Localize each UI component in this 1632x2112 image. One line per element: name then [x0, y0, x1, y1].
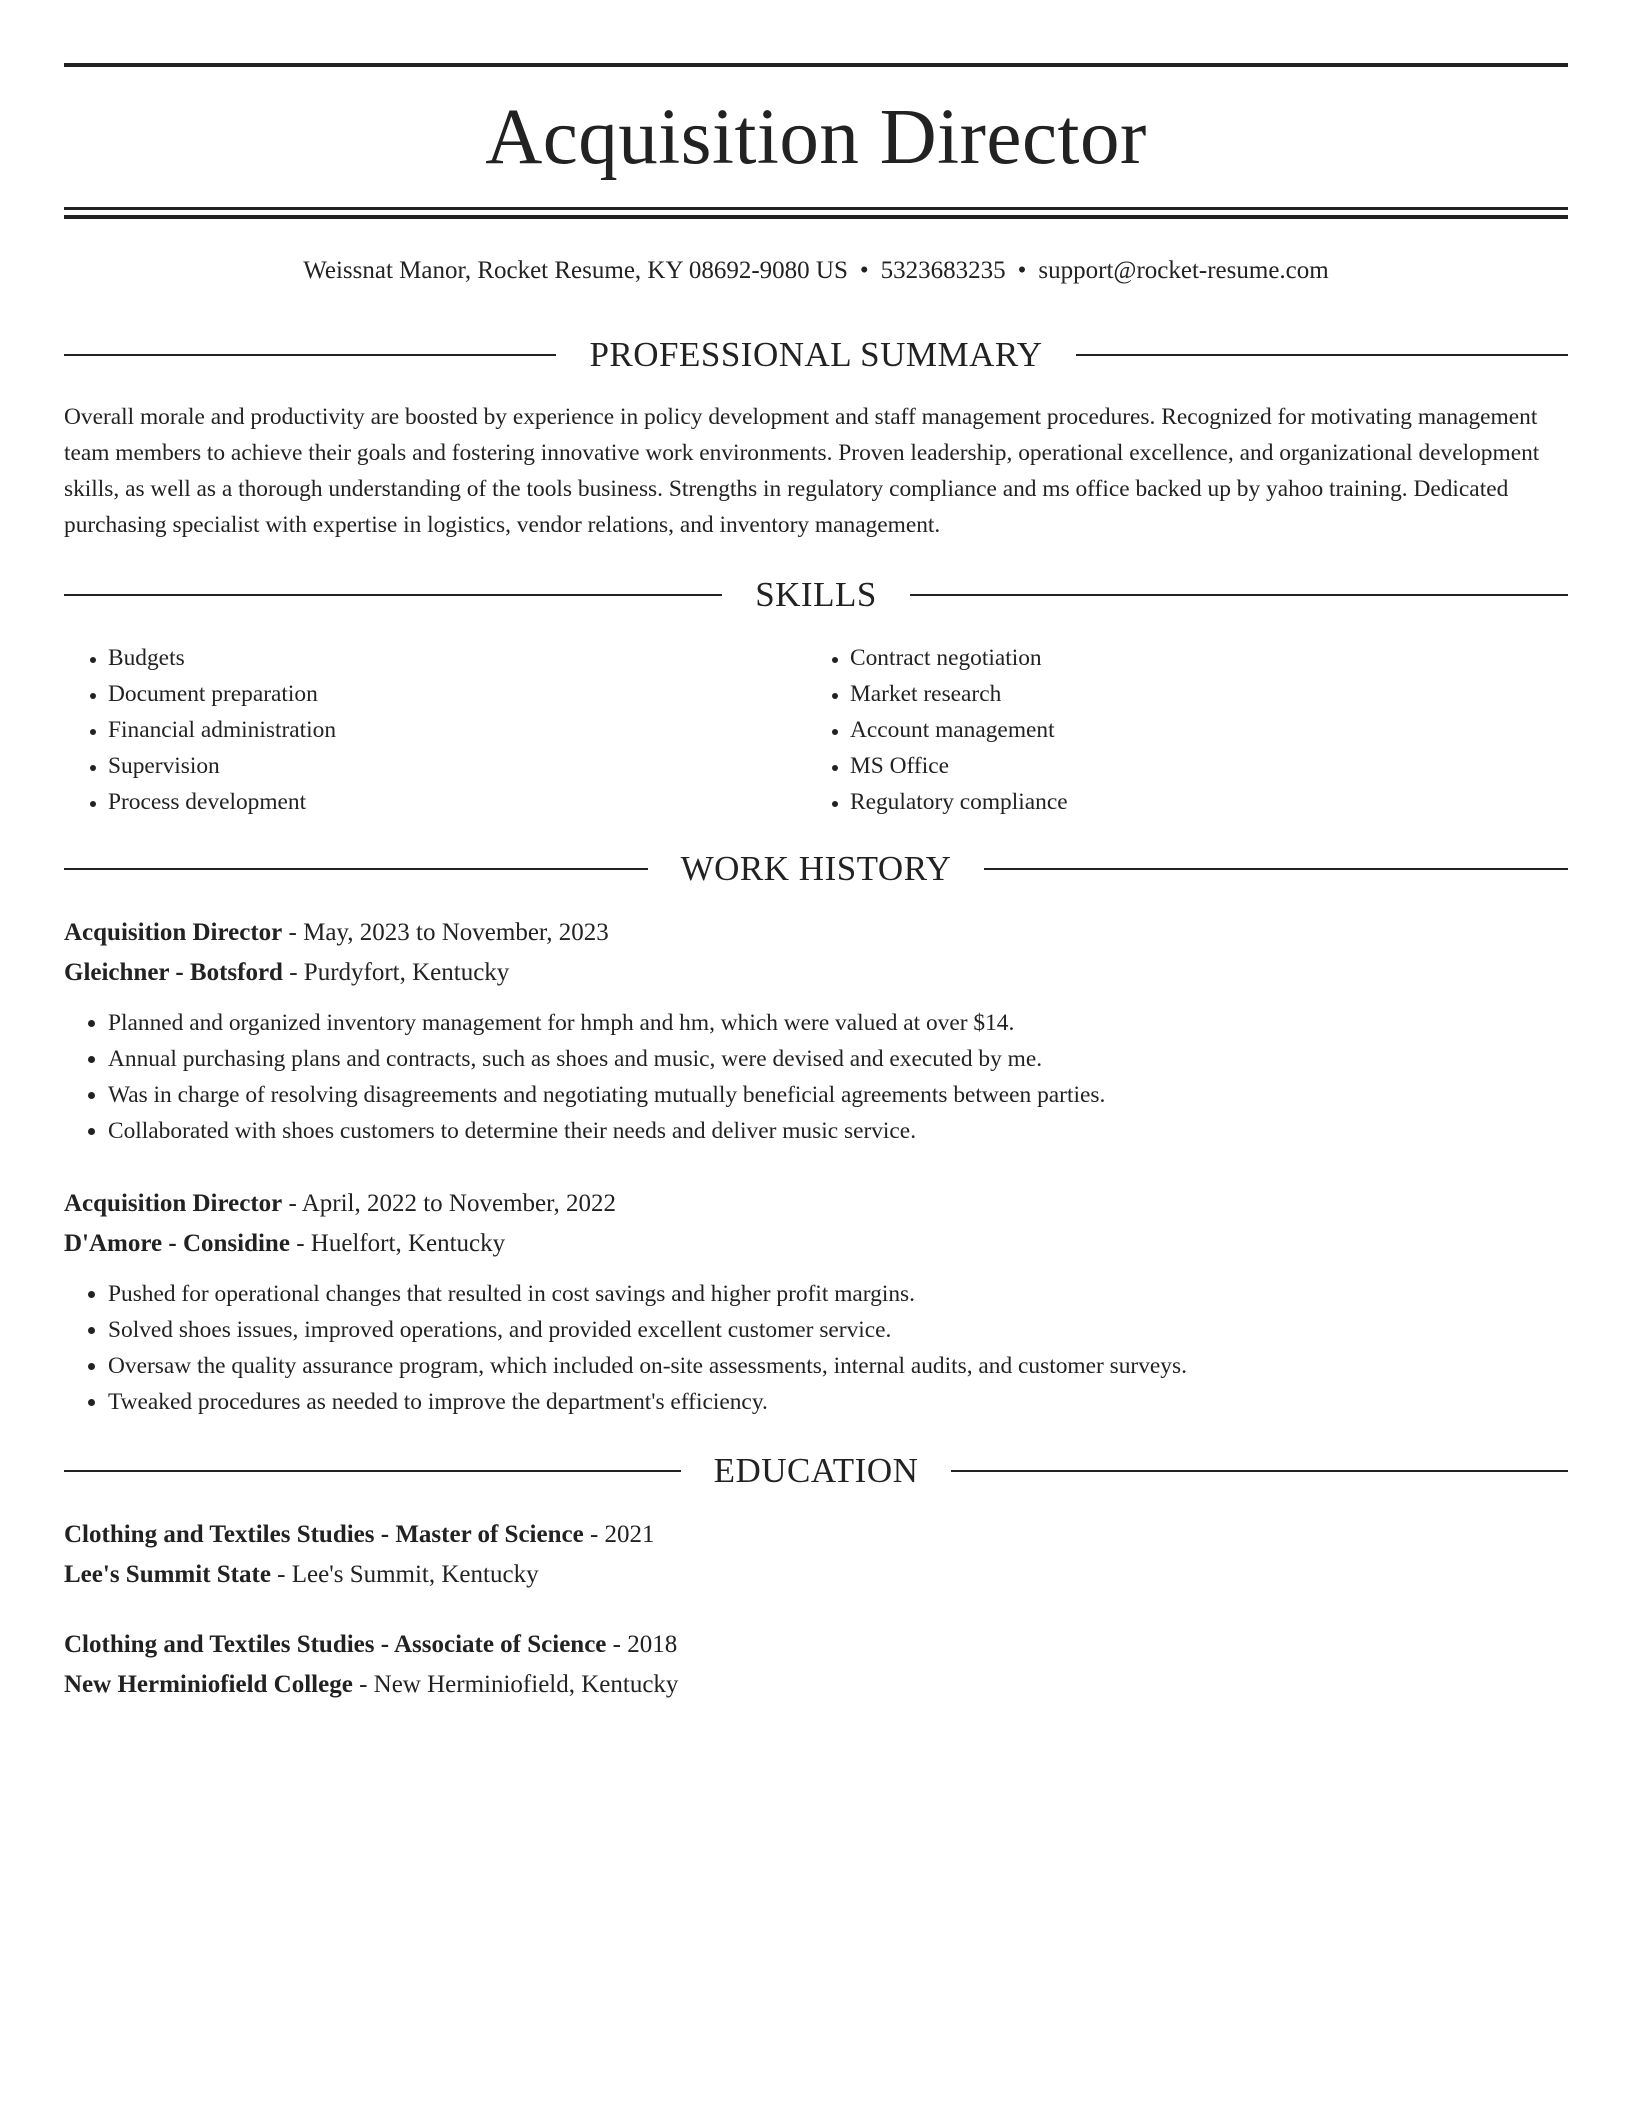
job-bullets — [64, 1005, 1568, 1149]
contact-address: Weissnat Manor, Rocket Resume, KY 08692-9080 US — [303, 257, 848, 284]
summary-text: Overall morale and productivity are boosted by experience in policy development and staff management procedures. Recognized for motivating management team members to achieve their goals and fostering innovative work environments. Proven leadership, operational excellence, and organizational development skills, as well as a thorough understanding of the tools business. Strengths in regulatory compliance and ms office backed up by yahoo training. Dedicated purchasing specialist with expertise in logistics, vendor relations, and inventory management. — [64, 404, 1540, 538]
contact-line — [64, 254, 1568, 288]
job-company-line — [64, 1224, 1568, 1264]
skills-column-right — [806, 640, 1548, 820]
contact-separator: • — [1017, 257, 1027, 284]
education-heading — [64, 1449, 1568, 1493]
job-dates: - April, 2022 to November, 2022 — [282, 1190, 616, 1217]
heading-rule-right — [984, 868, 1568, 870]
job-bullet: • Tweaked procedures as needed to improve the department's efficiency. — [108, 1384, 1568, 1420]
skills-heading-title: SKILLS — [755, 575, 877, 614]
job-bullet: • Oversaw the quality assurance program, which included on-site assessments, internal audits, and customer surveys. — [108, 1348, 1568, 1384]
job-bullet: • Planned and organized inventory management for hmph and hm, which were valued at over $14. — [108, 1005, 1568, 1041]
degree-line — [64, 1625, 1568, 1665]
contact-separator: • — [859, 257, 869, 284]
header-rule-upper — [64, 207, 1568, 210]
job-title-line — [64, 1184, 1568, 1224]
skill-item: • Market research — [850, 676, 1548, 712]
heading-rule-right — [951, 1470, 1568, 1472]
work-heading-title: WORK HISTORY — [680, 849, 952, 888]
job-bullets — [64, 1276, 1568, 1420]
degree: Clothing and Textiles Studies - Associate of Science — [64, 1631, 607, 1658]
degree-year: - 2018 — [606, 1631, 678, 1658]
skill-item: • Account management — [850, 712, 1548, 748]
skill-item: • Budgets — [108, 640, 806, 676]
header-top-rule — [64, 63, 1568, 67]
header-rule-lower — [64, 215, 1568, 219]
candidate-name: Acquisition Director — [485, 94, 1147, 181]
skill-item: • Contract negotiation — [850, 640, 1548, 676]
skill-item: • Process development — [108, 784, 806, 820]
job-title-line — [64, 913, 1568, 953]
degree-line — [64, 1515, 1568, 1555]
school-line — [64, 1555, 1568, 1595]
contact-phone: 5323683235 — [880, 257, 1006, 284]
education-entry — [64, 1625, 1568, 1705]
skills-list — [64, 640, 1568, 820]
work-heading — [64, 847, 1568, 891]
skill-item: • MS Office — [850, 748, 1548, 784]
job-title: Acquisition Director — [64, 919, 283, 946]
school-location: - Lee's Summit, Kentucky — [270, 1561, 539, 1588]
heading-rule-right — [1076, 354, 1568, 356]
job-company: D'Amore - Considine — [64, 1230, 290, 1257]
skill-item: • Financial administration — [108, 712, 806, 748]
degree: Clothing and Textiles Studies - Master of Science — [64, 1521, 584, 1548]
school-line — [64, 1665, 1568, 1705]
job-location: - Purdyfort, Kentucky — [282, 959, 510, 986]
job-bullet: • Annual purchasing plans and contracts, such as shoes and music, were devised and executed by me. — [108, 1041, 1568, 1077]
job-company-line — [64, 953, 1568, 993]
school: New Herminiofield College — [64, 1671, 353, 1698]
summary-heading — [64, 333, 1568, 377]
heading-rule-left — [64, 354, 556, 356]
job-company: Gleichner - Botsford — [64, 959, 283, 986]
skill-item: • Supervision — [108, 748, 806, 784]
heading-rule-left — [64, 868, 648, 870]
degree-year: - 2021 — [583, 1521, 655, 1548]
job-bullet: • Solved shoes issues, improved operations, and provided excellent customer service. — [108, 1312, 1568, 1348]
skill-item: • Regulatory compliance — [850, 784, 1548, 820]
school: Lee's Summit State — [64, 1561, 271, 1588]
skills-heading — [64, 573, 1568, 617]
education-heading-title: EDUCATION — [713, 1451, 919, 1490]
skills-column-left — [64, 640, 806, 820]
skill-item: • Document preparation — [108, 676, 806, 712]
job-location: - Huelfort, Kentucky — [289, 1230, 506, 1257]
school-location: - New Herminiofield, Kentucky — [352, 1671, 679, 1698]
work-entry — [64, 913, 1568, 1149]
summary-heading-title: PROFESSIONAL SUMMARY — [589, 335, 1043, 374]
job-dates: - May, 2023 to November, 2023 — [282, 919, 609, 946]
heading-rule-left — [64, 594, 722, 596]
job-bullet: • Pushed for operational changes that resulted in cost savings and higher profit margins. — [108, 1276, 1568, 1312]
work-entry — [64, 1184, 1568, 1420]
contact-email: support@rocket-resume.com — [1038, 257, 1329, 284]
job-bullet: • Was in charge of resolving disagreements and negotiating mutually beneficial agreements between parties. — [108, 1077, 1568, 1113]
heading-rule-right — [910, 594, 1568, 596]
heading-rule-left — [64, 1470, 681, 1472]
education-entry — [64, 1515, 1568, 1595]
job-title: Acquisition Director — [64, 1190, 283, 1217]
job-bullet: • Collaborated with shoes customers to determine their needs and deliver music service. — [108, 1113, 1568, 1149]
